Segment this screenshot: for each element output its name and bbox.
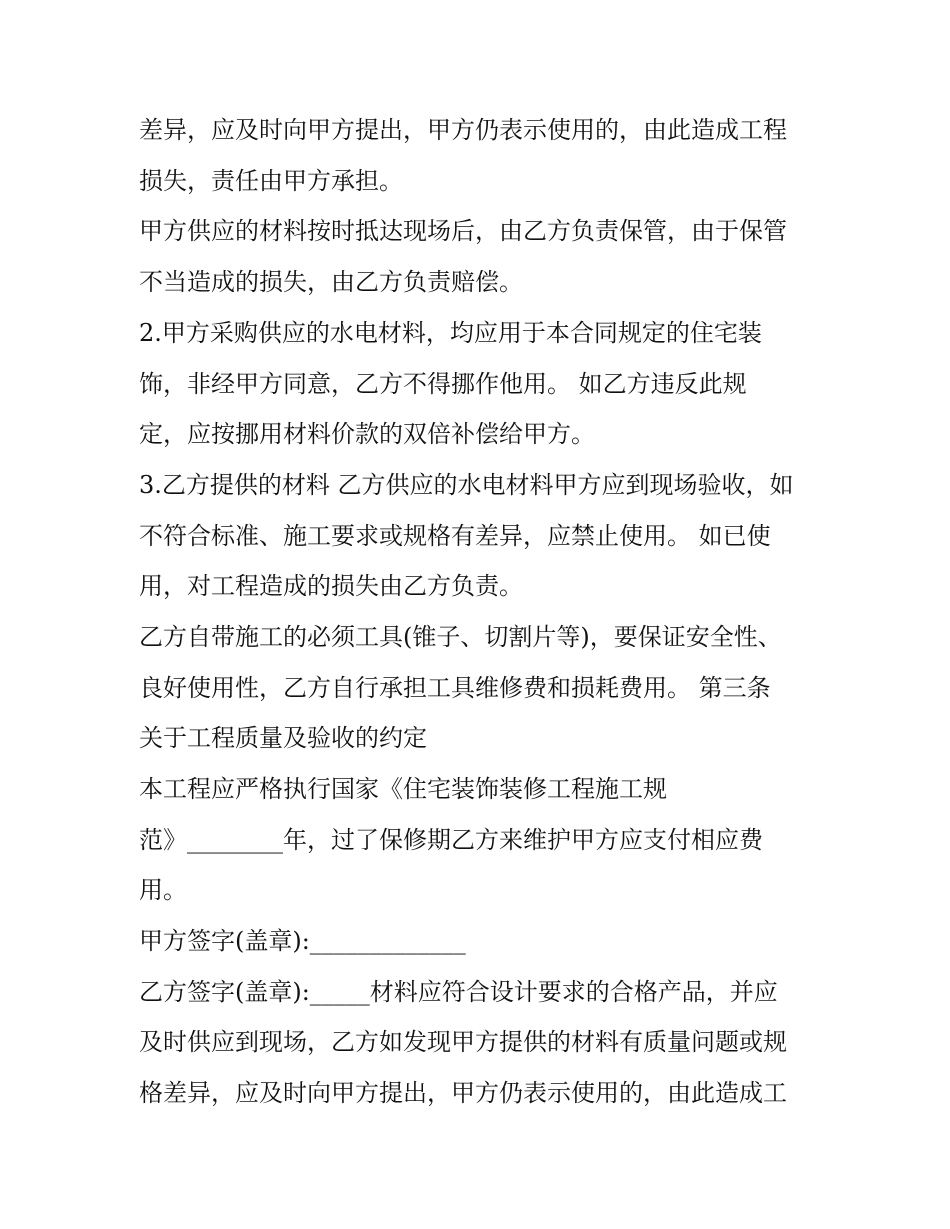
text-line: 3.乙方提供的材料 乙方供应的水电材料甲方应到现场验收，如 xyxy=(139,471,794,499)
text-line: 乙方签字(盖章):_____材料应符合设计要求的合格产品，并应 xyxy=(139,978,778,1006)
text-line: 定，应按挪用材料价款的双倍补偿给甲方。 xyxy=(139,420,595,448)
text-line: 本工程应严格执行国家《住宅装饰装修工程施工规 xyxy=(139,775,667,803)
text-line: 良好使用性，乙方自行承担工具维修费和损耗费用。 第三条 xyxy=(139,674,771,702)
text-line: 差异，应及时向甲方提出，甲方仍表示使用的，由此造成工程 xyxy=(139,116,787,144)
text-line: 不当造成的损失，由乙方负责赔偿。 xyxy=(139,268,523,296)
text-line: 饰，非经甲方同意，乙方不得挪作他用。 如乙方违反此规 xyxy=(139,370,747,398)
text-line: 用。 xyxy=(139,876,187,904)
text-line: 2.甲方采购供应的水电材料，均应用于本合同规定的住宅装 xyxy=(139,319,762,347)
text-line: 及时供应到现场，乙方如发现甲方提供的材料有质量问题或规 xyxy=(139,1028,787,1056)
text-line: 甲方签字(盖章):_____________ xyxy=(139,927,466,955)
text-line: 关于工程质量及验收的约定 xyxy=(139,724,427,752)
text-line: 用，对工程造成的损失由乙方负责。 xyxy=(139,572,523,600)
text-line: 损失，责任由甲方承担。 xyxy=(139,167,403,195)
text-line: 甲方供应的材料按时抵达现场后，由乙方负责保管，由于保管 xyxy=(139,217,787,245)
text-line: 范》________年，过了保修期乙方来维护甲方应支付相应费 xyxy=(139,826,763,854)
text-line: 乙方自带施工的必须工具(锥子、切割片等)，要保证安全性、 xyxy=(139,623,782,651)
text-line: 格差异，应及时向甲方提出，甲方仍表示使用的，由此造成工 xyxy=(139,1079,787,1107)
text-line: 不符合标准、施工要求或规格有差异，应禁止使用。 如已使 xyxy=(139,522,771,550)
